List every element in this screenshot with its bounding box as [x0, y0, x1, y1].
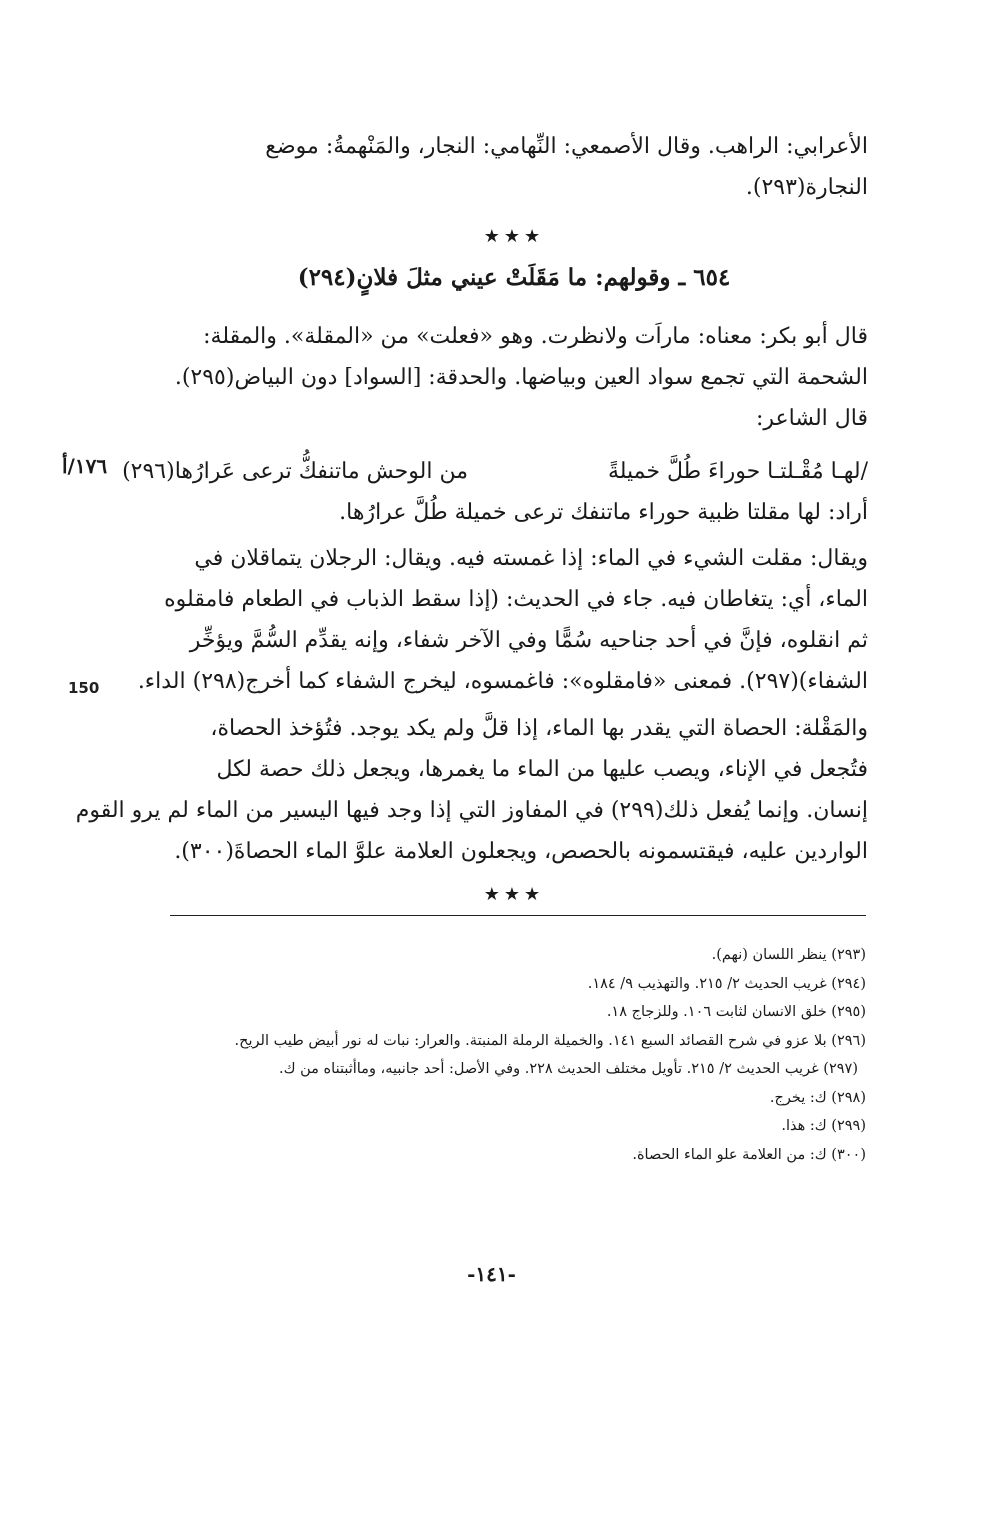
- page-number: -١٤١-: [467, 1262, 516, 1286]
- footnote-item: (٢٩٧) غريب الحديث ٢/ ٢١٥. تأويل مختلف الحديث ٢٢٨. وفي الأصل: أحد جانبيه، وماأثبتناه من ك.: [278, 1061, 858, 1077]
- entry-heading: ٦٥٤ ـ وقولهم: ما مَقَلَتْ عيني مثلَ فلانٍ(٢٩٤): [297, 264, 731, 291]
- footnote-item: (٢٩٨) ك: يخرج.: [769, 1089, 866, 1106]
- footnote-item: (٢٩٥) خلق الانسان لثابت ١٠٦. وللزجاج ١٨.: [606, 1004, 866, 1020]
- text-line: النجارة(٢٩٣).: [745, 175, 868, 200]
- footnote-item: (٢٩٦) بلا عزو في شرح القصائد السبع ١٤١. والخميلة الرملة المنبتة. والعرار: نبات له نور أبيض طيب الريح.: [234, 1032, 866, 1049]
- text-line: ثم انقلوه، فإنَّ في أحد جناحيه سُمًّا وفي الآخر شفاء، وإنه يقدِّم السُّمَّ ويؤخِّر: [189, 628, 868, 653]
- text-line: قال الشاعر:: [755, 406, 868, 431]
- footnotes: [160, 941, 866, 1169]
- text-line: قال أبو بكر: معناه: ماراَت ولانظرت. وهو «فعلت» من «المقلة». والمقلة:: [203, 324, 868, 349]
- footnote-item: (٢٩٤) غريب الحديث ٢/ ٢١٥. والتهذيب ٩/ ١٨٤.: [587, 975, 866, 992]
- text-line: أراد: لها مقلتا ظبية حوراء ماتنفك ترعى خميلة طُلَّ عرارُها.: [339, 500, 868, 525]
- paragraph-pebble: [75, 708, 868, 872]
- text-line: الواردين عليه، فيقتسمونه بالحصص، ويجعلون العلامة علوَّ الماء الحصاةَ(٣٠٠).: [174, 839, 868, 864]
- text-line: الشحمة التي تجمع سواد العين وبياضها. والحدقة: [السواد] دون البياض(٢٩٥).: [174, 365, 868, 390]
- paragraph-intro: [160, 126, 868, 208]
- section-separator-bottom: ★★★: [483, 884, 545, 905]
- paragraph-explanation: [160, 316, 868, 439]
- text-line: إنسان. وإنما يُفعل ذلك(٢٩٩) في المفاوز التي إذا وجد فيها اليسير من الماء لم يرو القوم: [75, 798, 868, 823]
- verse-second-hemistich: من الوحش ماتنفكُّ ترعى عَرارُها(٢٩٦): [122, 459, 468, 484]
- paragraph-hadith: [137, 538, 868, 702]
- text-line: فتُجعل في الإناء، ويصب عليها من الماء ما يغمرها، ويجعل ذلك حصة لكل: [216, 757, 868, 782]
- manuscript-folio-reference: ١٧٦/أ: [62, 454, 108, 478]
- text-line: ويقال: مقلت الشيء في الماء: إذا غمسته فيه. ويقال: الرجلان يتماقلان في: [194, 546, 868, 571]
- verse-first-hemistich: /لهـا مُقْـلتـا حوراءَ طُلَّ خميلةً: [607, 459, 868, 484]
- paragraph-verse-meaning: [160, 492, 868, 533]
- text-line: الشفاء)(٢٩٧). فمعنى «فامقلوه»: فاغمسوه، ليخرج الشفاء كما أخرج(٢٩٨) الداء.: [137, 669, 868, 694]
- text-line: والمَقْلة: الحصاة التي يقدر بها الماء، إذا قلَّ ولم يكد يوجد. فتُؤخذ الحصاة،: [210, 716, 868, 741]
- text-line: الماء، أي: يتغاطان فيه. جاء في الحديث: (إذا سقط الذباب في الطعام فامقلوه: [164, 587, 868, 612]
- margin-page-number: 150: [68, 679, 100, 697]
- footnote-divider: [170, 915, 866, 916]
- poetry-verse: [122, 452, 868, 492]
- text-line: الأعرابي: الراهب. وقال الأصمعي: النِّهامي: النجار، والمَنْهمةُ: موضع: [265, 134, 868, 159]
- footnote-item: (٢٩٩) ك: هذا.: [781, 1118, 866, 1134]
- section-separator-top: ★★★: [483, 226, 545, 247]
- footnote-item: (٢٩٣) ينظر اللسان (نهم).: [711, 947, 866, 963]
- footnote-item: (٣٠٠) ك: من العلامة علو الماء الحصاة.: [632, 1146, 866, 1163]
